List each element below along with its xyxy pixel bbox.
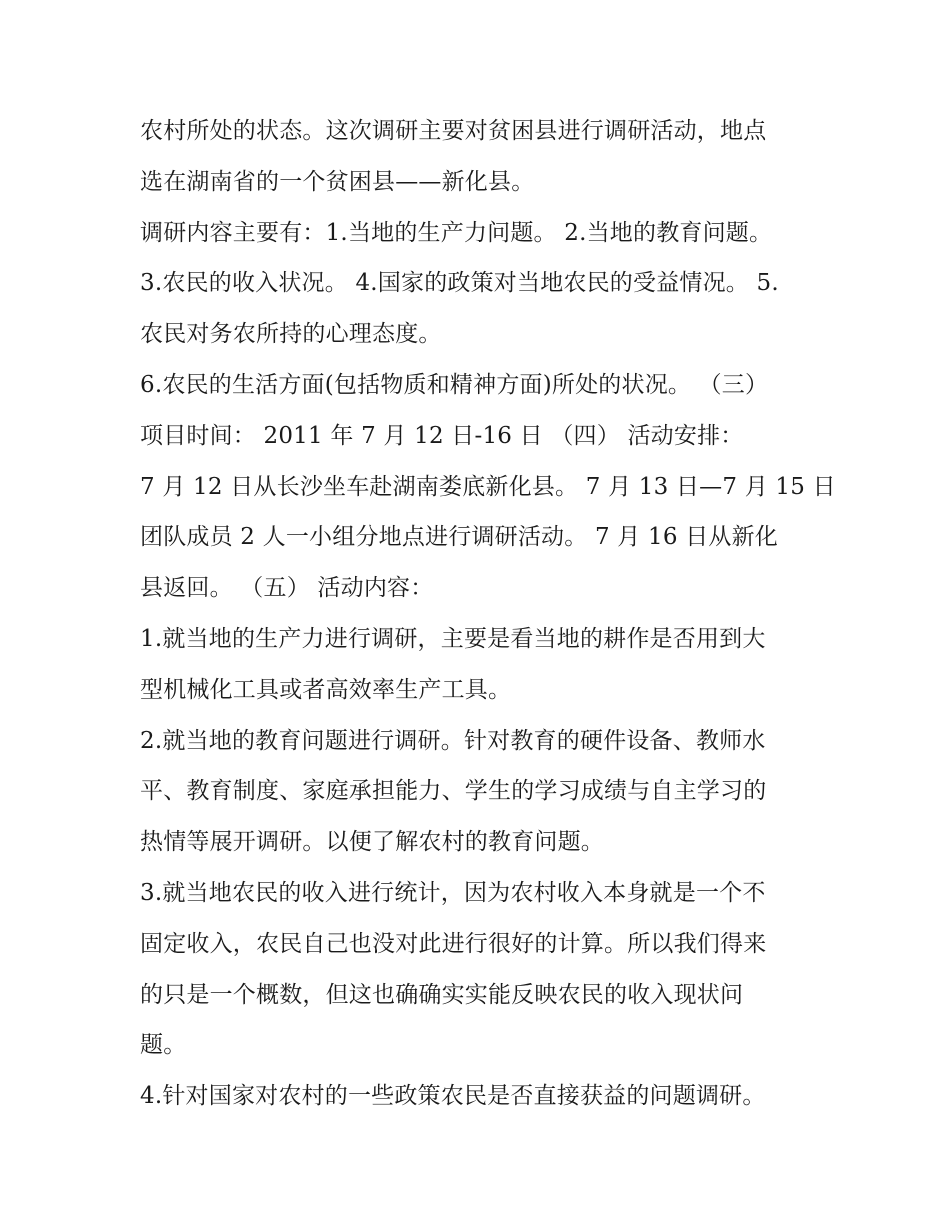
text-line: 6.农民的生活方面(包括物质和精神方面)所处的状况。 （三） bbox=[140, 371, 769, 398]
text-line: 3.就当地农民的收入进行统计，因为农村收入本身就是一个不 bbox=[140, 879, 766, 906]
text-line: 2.就当地的教育问题进行调研。针对教育的硬件设备、教师水 bbox=[140, 727, 766, 754]
text-line: 农村所处的状态。这次调研主要对贫困县进行调研活动，地点 bbox=[140, 118, 767, 144]
text-line: 固定收入，农民自己也没对此进行很好的计算。所以我们得来 bbox=[140, 930, 767, 957]
text-line: 型机械化工具或者高效率生产工具。 bbox=[140, 676, 512, 703]
text-line: 的只是一个概数，但这也确确实实能反映农民的收入现状问 bbox=[140, 981, 744, 1008]
text-line: 题。 bbox=[140, 1032, 187, 1059]
text-line: 平、教育制度、家庭承担能力、学生的学习成绩与自主学习的 bbox=[140, 778, 767, 805]
text-line: 热情等展开调研。以便了解农村的教育问题。 bbox=[140, 829, 604, 856]
text-line: 7 月 12 日从长沙坐车赴湖南娄底新化县。 7 月 13 日—7 月 15 日 bbox=[140, 473, 836, 500]
text-line: 团队成员 2 人一小组分地点进行调研活动。 7 月 16 日从新化 bbox=[140, 524, 778, 551]
text-line: 4.针对国家对农村的一些政策农民是否直接获益的问题调研。 bbox=[140, 1083, 766, 1110]
document-body bbox=[140, 106, 836, 1122]
text-line: 3.农民的收入状况。 4.国家的政策对当地农民的受益情况。 5. bbox=[140, 270, 779, 297]
text-line: 县返回。 （五） 活动内容： bbox=[140, 575, 434, 602]
text-line: 农民对务农所持的心理态度。 bbox=[140, 321, 442, 348]
text-line: 选在湖南省的一个贫困县——新化县。 bbox=[140, 168, 535, 195]
text-line: 调研内容主要有：1.当地的生产力问题。 2.当地的教育问题。 bbox=[140, 219, 773, 246]
text-line: 1.就当地的生产力进行调研，主要是看当地的耕作是否用到大 bbox=[140, 625, 766, 652]
text-line: 项目时间： 2011 年 7 月 12 日-16 日 （四） 活动安排： bbox=[140, 422, 744, 449]
